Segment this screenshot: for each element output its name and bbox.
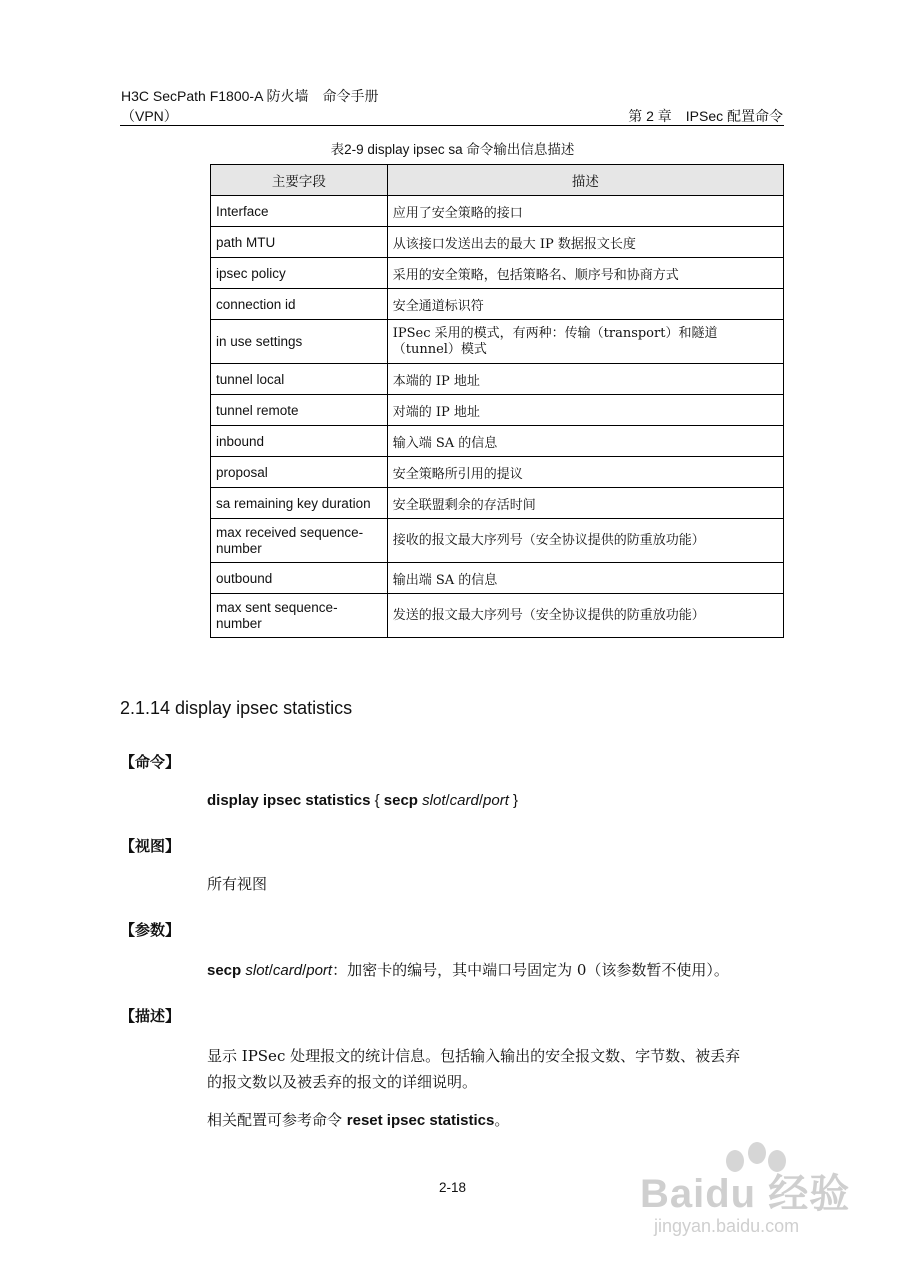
brace-open: {	[370, 792, 384, 809]
slot-argument: slot	[422, 792, 446, 809]
port-argument: port	[483, 792, 509, 809]
column-header-field: 主要字段	[211, 165, 388, 196]
field-name: sa remaining key duration	[211, 488, 388, 519]
document-header	[121, 86, 379, 126]
table-row	[211, 320, 784, 364]
secp-keyword: secp	[207, 962, 242, 979]
field-description: 输入端 SA 的信息	[387, 426, 783, 457]
related-suffix: 。	[494, 1111, 510, 1129]
brace-close: }	[508, 792, 519, 809]
field-description: 发送的报文最大序列号（安全协议提供的防重放功能）	[387, 594, 783, 638]
table-row	[211, 364, 784, 395]
baidu-watermark	[640, 1140, 860, 1250]
table-row	[211, 457, 784, 488]
view-label: 【视图】	[120, 838, 181, 855]
field-name: in use settings	[211, 320, 388, 364]
field-name: Interface	[211, 196, 388, 227]
section-heading: 2.1.14 display ipsec statistics	[120, 698, 353, 718]
related-command-keyword: reset ipsec statistics	[346, 1112, 495, 1129]
table-caption: 表2-9 display ipsec sa 命令输出信息描述	[330, 142, 575, 157]
field-description: 安全通道标识符	[387, 289, 783, 320]
output-fields-table	[210, 164, 784, 638]
card-argument: card	[272, 962, 303, 979]
description-line: 显示 IPSec 处理报文的统计信息。包括输入输出的安全报文数、字节数、被丢弃	[207, 1047, 741, 1065]
param-description	[207, 957, 729, 984]
related-prefix: 相关配置可参考命令	[207, 1111, 347, 1129]
table-row	[211, 519, 784, 563]
secp-keyword: secp	[383, 792, 418, 809]
field-name: tunnel remote	[211, 395, 388, 426]
field-description: 对端的 IP 地址	[387, 395, 783, 426]
chapter-title: 第 2 章 IPSec 配置命令	[628, 108, 783, 124]
field-name: ipsec policy	[211, 258, 388, 289]
table-row	[211, 258, 784, 289]
command-label: 【命令】	[120, 754, 181, 771]
description-label: 【描述】	[120, 1008, 181, 1025]
field-name: outbound	[211, 563, 388, 594]
field-description: 应用了安全策略的接口	[387, 196, 783, 227]
table-row	[211, 196, 784, 227]
table-row	[211, 594, 784, 638]
field-description: 采用的安全策略，包括策略名、顺序号和协商方式	[387, 258, 783, 289]
param-explanation: ：加密卡的编号，其中端口号固定为 0（该参数暂不使用）。	[332, 961, 729, 979]
manual-title: H3C SecPath F1800-A 防火墙 命令手册	[121, 88, 379, 104]
port-argument: port	[306, 962, 333, 979]
description-line: 的报文数以及被丢弃的报文的详细说明。	[207, 1073, 478, 1091]
card-argument: card	[449, 792, 479, 809]
view-text: 所有视图	[207, 875, 268, 893]
manual-subtitle: （VPN）	[121, 108, 178, 124]
field-name: max received sequence-number	[211, 519, 388, 563]
header-divider	[120, 125, 784, 126]
paw-icon	[748, 1142, 766, 1164]
table-row	[211, 289, 784, 320]
field-name: inbound	[211, 426, 388, 457]
page-number: 2-18	[438, 1180, 467, 1195]
slot-argument: slot	[245, 962, 269, 979]
table-header-row	[211, 165, 784, 196]
slash: /	[302, 962, 307, 979]
params-label: 【参数】	[120, 922, 181, 939]
watermark-logo: Baidu 经验	[640, 1172, 851, 1216]
table-row	[211, 395, 784, 426]
field-name: max sent sequence-number	[211, 594, 388, 638]
field-description: IPSec 采用的模式，有两种：传输（transport）和隧道（tunnel）模式	[387, 320, 783, 364]
description-paragraph	[207, 1043, 740, 1095]
command-keyword: display ipsec statistics	[207, 792, 371, 809]
column-header-description: 描述	[387, 165, 783, 196]
command-syntax	[207, 788, 518, 814]
field-name: path MTU	[211, 227, 388, 258]
field-description: 安全策略所引用的提议	[387, 457, 783, 488]
slash: /	[478, 792, 484, 809]
field-description: 安全联盟剩余的存活时间	[387, 488, 783, 519]
field-description: 从该接口发送出去的最大 IP 数据报文长度	[387, 227, 783, 258]
field-description: 本端的 IP 地址	[387, 364, 783, 395]
table-row	[211, 227, 784, 258]
field-name: connection id	[211, 289, 388, 320]
slash: /	[268, 962, 273, 979]
watermark-url: jingyan.baidu.com	[654, 1216, 800, 1236]
table-row	[211, 563, 784, 594]
field-description: 输出端 SA 的信息	[387, 563, 783, 594]
field-name: proposal	[211, 457, 388, 488]
slash: /	[445, 792, 450, 809]
table-row	[211, 426, 784, 457]
field-name: tunnel local	[211, 364, 388, 395]
related-commands	[207, 1107, 509, 1134]
table-row	[211, 488, 784, 519]
field-description: 接收的报文最大序列号（安全协议提供的防重放功能）	[387, 519, 783, 563]
